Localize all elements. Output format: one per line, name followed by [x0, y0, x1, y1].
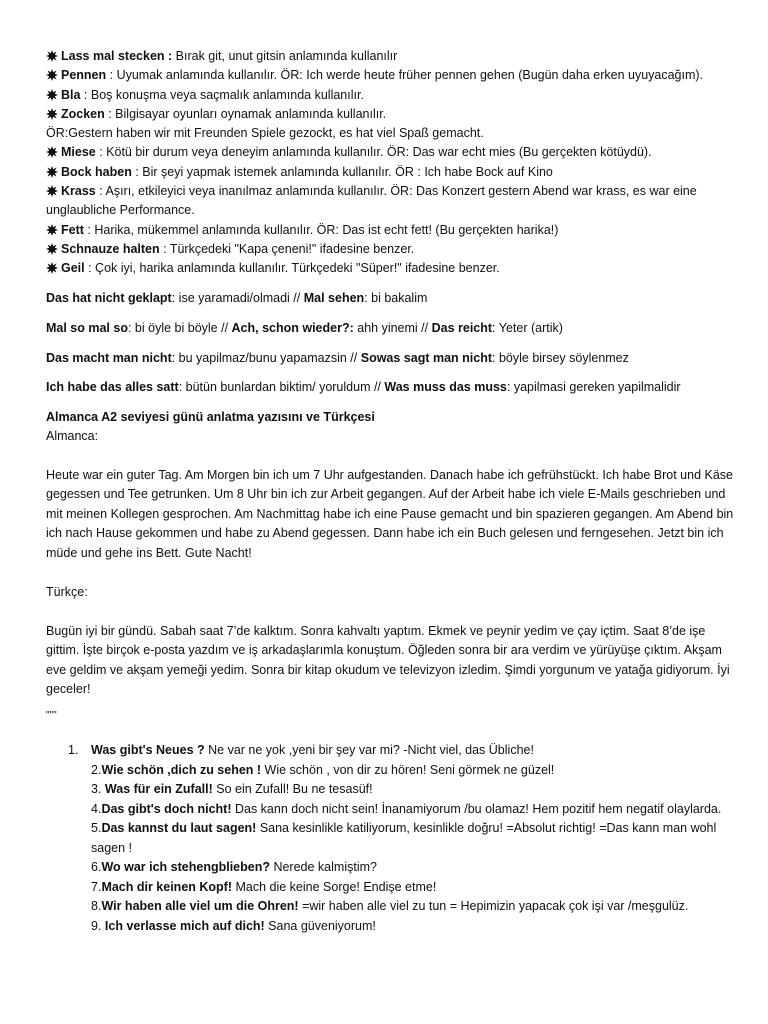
- expression-meaning: Sana kesinlikle katiliyorum, kesinlikle doğru! =Absolut richtig! =Das kann man wohl sagen !: [91, 821, 717, 855]
- list-item: [46, 819, 740, 858]
- phrase-term: Ich habe das alles satt: [46, 380, 179, 395]
- vocab-desc: : Bir şeyi yapmak istemek anlamında kullanılır. ÖR : Ich habe Bock auf Kino: [131, 164, 553, 179]
- expression-term: Was für ein Zufall!: [104, 782, 213, 796]
- quote-marks: """: [46, 709, 57, 721]
- vocab-term: Zocken: [61, 106, 105, 121]
- vocab-term: Miese: [61, 145, 96, 160]
- phrase-list: [46, 289, 740, 398]
- expression-list: [46, 741, 740, 936]
- list-index: 4.: [91, 801, 102, 816]
- list-item: [46, 897, 740, 917]
- vocab-item: [46, 221, 740, 240]
- star-bullet-icon: [46, 182, 59, 201]
- star-bullet-icon: [46, 143, 59, 162]
- expression-term: Wir haben alle viel um die Ohren!: [101, 899, 299, 913]
- phrase-meaning: : bi bakalim: [364, 291, 428, 306]
- vocab-item: [46, 86, 740, 105]
- phrase-line: [46, 319, 740, 338]
- list-number: 1.: [68, 743, 79, 757]
- phrase-line: [46, 289, 740, 308]
- star-bullet-icon: [46, 221, 59, 240]
- expression-meaning: Sana güveniyorum!: [264, 918, 376, 933]
- list-item: [46, 741, 740, 761]
- german-paragraph: Heute war ein guter Tag. Am Morgen bin ich um 7 Uhr aufgestanden. Danach habe ich gefrühstückt. Ich habe Brot und Käse gegessen und Tee getrunken. Um 8 Uhr bin ich zur Arbeit gegangen. Auf der Arbeit habe ich viele E-Mails geschrieben und mit meinen Kollegen gesprochen. Am Nachmittag habe ich eine Pause gemacht und bin spazieren gegangen. Am Abend bin ich nach Hause gekommen und habe zu Abend gegessen. Dann habe ich ein Buch gelesen und ferngesehen. Jetzt bin ich müde und gehe ins Bett. Gute Nacht!: [46, 467, 734, 560]
- phrase-term: Mal sehen: [303, 291, 365, 306]
- phrase-term: Sowas sagt man nicht: [360, 350, 493, 365]
- vocab-item: [46, 182, 740, 221]
- list-index: 5.: [91, 821, 102, 835]
- vocab-desc: : Harika, mükemmel anlamında kullanılır. ÖR: Das ist echt fett! (Bu gerçekten harika!): [83, 222, 559, 237]
- star-bullet-icon: [46, 240, 59, 259]
- vocab-desc: : Kötü bir durum veya deneyim anlamında kullanılır. ÖR: Das war echt mies (Bu gerçekten kötüydü).: [95, 145, 652, 160]
- vocab-desc: : Türkçedeki "Kapa çeneni!" ifadesine benzer.: [159, 241, 415, 256]
- star-bullet-icon: [46, 163, 59, 182]
- vocab-term: Lass mal stecken :: [61, 49, 173, 63]
- vocab-item: [46, 163, 740, 182]
- list-item: [46, 761, 740, 781]
- phrase-term: Das macht man nicht: [46, 350, 172, 365]
- phrase-meaning: : bu yapilmaz/bunu yapamazsin //: [171, 350, 361, 365]
- vocab-desc: : Çok iyi, harika anlamında kullanılır. Türkçedeki "Süper!" ifadesine benzer.: [84, 261, 500, 276]
- vocab-desc: ÖR:Gestern haben wir mit Freunden Spiele gezockt, es hat viel Spaß gemacht.: [46, 126, 484, 141]
- phrase-term: Das hat nicht geklapt: [46, 291, 172, 306]
- expression-term: Wie schön ,dich zu sehen !: [101, 762, 262, 777]
- star-bullet-icon: [46, 66, 59, 85]
- list-index: 6.: [91, 860, 102, 874]
- vocab-desc: : Uyumak anlamında kullanılır. ÖR: Ich werde heute früher pennen gehen (Bugün daha erken uyuyacağım).: [106, 68, 704, 83]
- list-item: [46, 800, 740, 820]
- phrase-meaning: : bi öyle bi böyle //: [127, 320, 232, 335]
- phrase-term: Ach, schon wieder?:: [231, 320, 354, 335]
- star-bullet-icon: [46, 47, 59, 66]
- phrase-meaning: : yapilmasi gereken yapilmalidir: [506, 380, 681, 395]
- list-item: [46, 780, 740, 800]
- list-item: [46, 858, 740, 878]
- phrase-line: [46, 349, 740, 368]
- phrase-meaning: : ise yaramadi/olmadi //: [171, 291, 304, 306]
- phrase-term: Was muss das muss: [384, 380, 507, 395]
- phrase-term: Das reicht: [431, 320, 493, 335]
- expression-term: Mach dir keinen Kopf!: [101, 879, 233, 894]
- vocab-term: Schnauze halten: [61, 241, 160, 256]
- star-bullet-icon: [46, 86, 59, 105]
- turkish-paragraph: Bugün iyi bir gündü. Sabah saat 7’de kalktım. Sonra kahvaltı yaptım. Ekmek ve peynir yedim ve çay içtim. Saat 8’de işe gittim. İşte birçok e-posta yazdım ve iş arkadaşlarımla konuştum. Öğleden sonra bir ara verdim ve yürüyüşe çıktım. Akşam eve geldim ve akşam yemeği yedim. Sonra bir kitap okudum ve televizyon izledim. Şimdi yorgunum ve yatağa gidiyorum. İyi geceler!: [46, 623, 730, 697]
- list-index: 8.: [91, 899, 102, 913]
- phrase-term: Mal so mal so: [46, 320, 128, 335]
- vocab-item: [46, 124, 740, 143]
- phrase-meaning: ahh yinemi //: [353, 320, 432, 335]
- star-bullet-icon: [46, 259, 59, 278]
- list-index: 3.: [91, 782, 105, 796]
- phrase-meaning: : bütün bunlardan biktim/ yoruldum //: [178, 380, 385, 395]
- vocab-list: [46, 47, 740, 279]
- section-heading: Almanca A2 seviyesi günü anlatma yazısını ve Türkçesi: [46, 409, 375, 424]
- star-bullet-icon: [46, 105, 59, 124]
- vocab-desc: Bırak git, unut gitsin anlamında kullanılır: [172, 49, 398, 63]
- list-index: 9.: [91, 918, 105, 933]
- vocab-desc: : Aşırı, etkileyici veya inanılmaz anlamında kullanılır. ÖR: Das Konzert gestern Abend war krass, es war eine unglaubliche Performance.: [46, 184, 697, 218]
- vocab-desc: : Boş konuşma veya saçmalık anlamında kullanılır.: [80, 87, 364, 102]
- expression-meaning: Nerede kalmiştim?: [269, 860, 377, 874]
- list-item: [46, 917, 740, 937]
- almanca-label: Almanca:: [46, 429, 99, 444]
- vocab-item: [46, 143, 740, 162]
- list-index: 2.: [91, 762, 102, 777]
- phrase-meaning: : böyle birsey söylenmez: [492, 350, 629, 365]
- vocab-term: Geil: [61, 261, 85, 276]
- vocab-item: [46, 259, 740, 278]
- expression-term: Ich verlasse mich auf dich!: [104, 918, 265, 933]
- document-body: [46, 47, 740, 725]
- vocab-term: Bla: [61, 87, 81, 102]
- vocab-term: Bock haben: [61, 164, 132, 179]
- expression-term: Was gibt's Neues ?: [91, 743, 205, 757]
- expression-meaning: =wir haben alle viel zu tun = Hepimizin yapacak çok işi var /meşgulüz.: [298, 899, 689, 913]
- expression-term: Das gibt's doch nicht!: [101, 801, 232, 816]
- list-index: 7.: [91, 879, 102, 894]
- vocab-term: Pennen: [61, 68, 107, 83]
- vocab-item: [46, 105, 740, 124]
- vocab-term: Fett: [61, 222, 84, 237]
- expression-meaning: Das kann doch nicht sein! İnanamiyorum /bu olamaz! Hem pozitif hem negatif olaylarda.: [231, 801, 722, 816]
- vocab-desc: : Bilgisayar oyunları oynamak anlamında kullanılır.: [104, 106, 387, 121]
- turkce-label: Türkçe:: [46, 584, 88, 599]
- vocab-item: [46, 240, 740, 259]
- expression-meaning: So ein Zufall! Bu ne tesasüf!: [212, 782, 373, 796]
- phrase-meaning: : Yeter (artik): [492, 320, 563, 335]
- expression-meaning: Wie schön , von dir zu hören! Seni görmek ne güzel!: [261, 762, 555, 777]
- expression-meaning: Mach die keine Sorge! Endişe etme!: [232, 879, 437, 894]
- vocab-item: [46, 47, 740, 66]
- expression-term: Das kannst du laut sagen!: [101, 821, 257, 835]
- list-item: [46, 878, 740, 898]
- phrase-line: [46, 378, 740, 397]
- vocab-item: [46, 66, 740, 85]
- vocab-term: Krass: [61, 184, 96, 199]
- expression-term: Wo war ich stehengblieben?: [101, 860, 270, 874]
- expression-meaning: Ne var ne yok ,yeni bir şey var mi? -Nicht viel, das Übliche!: [204, 743, 534, 757]
